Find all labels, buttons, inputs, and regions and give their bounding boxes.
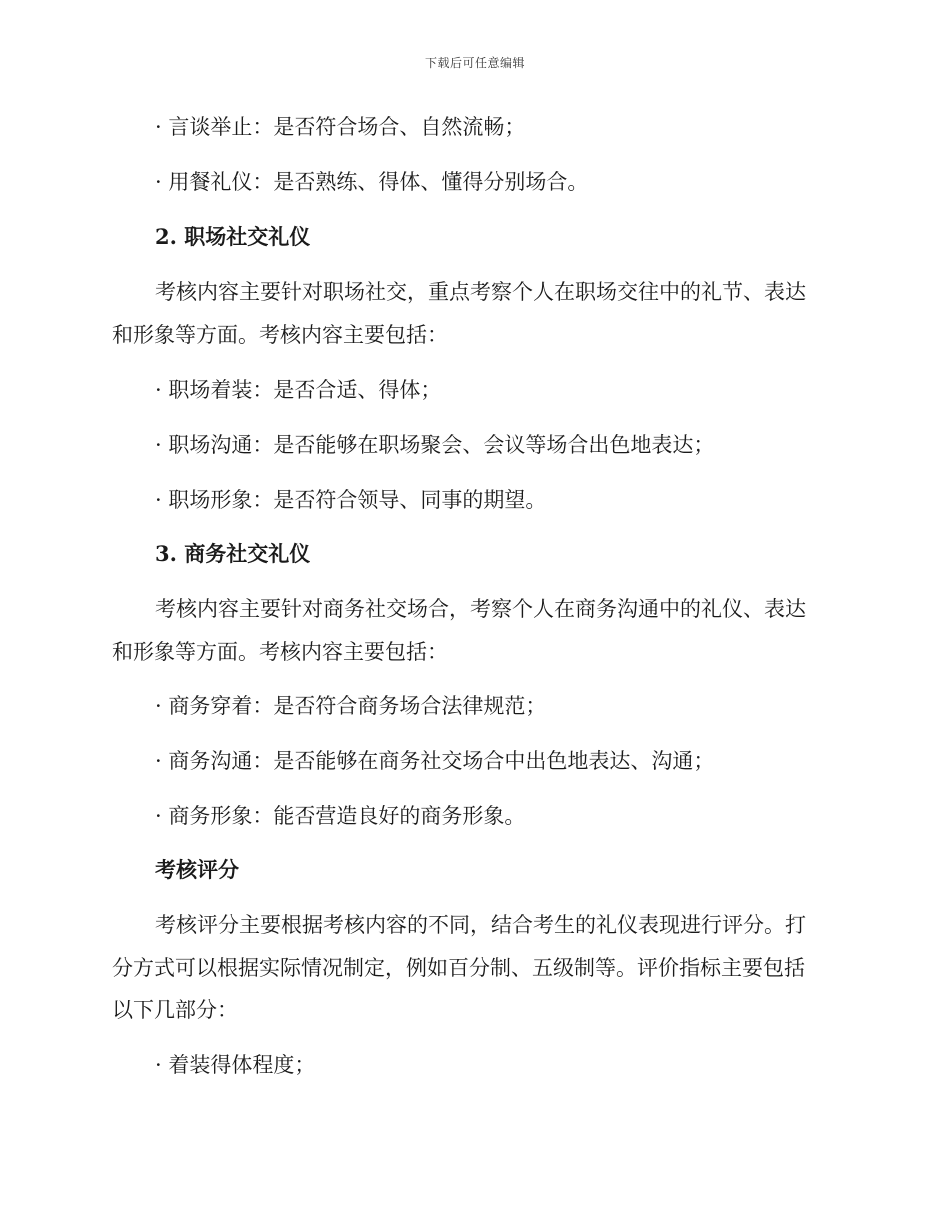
- paragraph-line: 分方式可以根据实际情况制定，例如百分制、五级制等。评价指标主要包括: [112, 956, 805, 980]
- paragraph-line: 以下几部分：: [112, 998, 238, 1022]
- bullet-workplace-communication: · 职场沟通：是否能够在职场聚会、会议等场合出色地表达；: [155, 433, 715, 457]
- bullet-dining-etiquette: · 用餐礼仪：是否熟练、得体、懂得分别场合。: [155, 170, 589, 194]
- paragraph-line: 和形象等方面。考核内容主要包括：: [112, 640, 448, 664]
- bullet-attire-appropriateness: · 着装得体程度；: [155, 1053, 316, 1077]
- section-heading-scoring: 考核评分: [155, 857, 239, 882]
- paragraph-line: 考核内容主要针对职场社交，重点考察个人在职场交往中的礼节、表达: [155, 280, 806, 304]
- bullet-business-communication: · 商务沟通：是否能够在商务社交场合中出色地表达、沟通；: [155, 749, 715, 773]
- bullet-workplace-attire: · 职场着装：是否合适、得体；: [155, 378, 442, 402]
- paragraph-line: 考核评分主要根据考核内容的不同，结合考生的礼仪表现进行评分。打: [155, 913, 806, 937]
- page-header: 下载后可任意编辑: [424, 56, 525, 70]
- section-heading-workplace: 2. 职场社交礼仪: [155, 224, 311, 249]
- bullet-workplace-image: · 职场形象：是否符合领导、同事的期望。: [155, 488, 547, 512]
- bullet-business-attire: · 商务穿着：是否符合商务场合法律规范；: [155, 694, 547, 718]
- paragraph-line: 和形象等方面。考核内容主要包括：: [112, 323, 448, 347]
- paragraph-line: 考核内容主要针对商务社交场合，考察个人在商务沟通中的礼仪、表达: [155, 597, 806, 621]
- bullet-speech-manner: · 言谈举止：是否符合场合、自然流畅；: [155, 115, 526, 139]
- section-heading-business: 3. 商务社交礼仪: [155, 541, 311, 566]
- bullet-business-image: · 商务形象：能否营造良好的商务形象。: [155, 804, 526, 828]
